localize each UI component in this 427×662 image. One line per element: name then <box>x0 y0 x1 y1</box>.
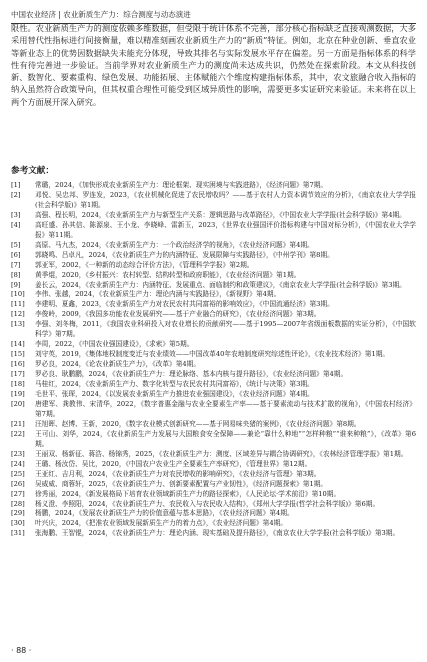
reference-item <box>11 430 416 450</box>
reference-number: [17] <box>11 370 25 379</box>
reference-text: 张海鹏、王智锟，2024，《农业新质生产力：理论内涵、现实基础及提升路径》，《南京农业大学学报(社会科学版)》第3期。 <box>35 529 400 538</box>
reference-number: [14] <box>11 340 25 349</box>
reference-item <box>11 181 416 191</box>
reference-item <box>11 500 416 510</box>
reference-item <box>11 360 416 370</box>
references-list <box>11 181 416 539</box>
reference-text: 高旺盛、孙其信、陈源泉、王小龙、李晓峰、雷新玉，2023，《世界农业强国评价指标构建与中国对标分析》，《中国农业大学学报》第11期。 <box>35 220 416 239</box>
reference-item <box>11 529 416 539</box>
reference-text: 毛世平、张琛，2024，《以发展农业新质生产力推进农业强国建设》，《农业经济问题》第4期。 <box>35 390 314 399</box>
reference-item <box>11 241 416 251</box>
reference-number: [22] <box>11 429 25 438</box>
reference-number: [7] <box>11 260 21 269</box>
reference-number: [27] <box>11 489 25 498</box>
page-number: · 88 · <box>11 646 32 655</box>
reference-text: 汪旭晖、赵博、王新，2020，《数字农业模式创新研究——基于网易味央猪的案例》，《农业经济问题》第8期。 <box>35 419 361 428</box>
reference-number: [5] <box>11 240 21 249</box>
reference-item <box>11 251 416 261</box>
reference-number: [10] <box>11 290 25 299</box>
reference-number: [15] <box>11 350 25 359</box>
reference-number: [19] <box>11 390 25 399</box>
reference-item <box>11 450 416 460</box>
reference-item <box>11 420 416 430</box>
reference-text: 杨义澄、李照阳，2024，《农业新质生产力、农民收入与农民收入结构》，《郑州大学学报(哲学社会科学版)》第6期。 <box>35 499 380 508</box>
reference-number: [4] <box>11 220 21 229</box>
reference-text: 黄季焜，2020，《乡村振兴：农村转型、结构转型和政府职能》，《农业经济问题》第1期。 <box>35 270 301 279</box>
reference-number: [8] <box>11 270 21 279</box>
references-heading: 参考文献： <box>11 166 54 176</box>
reference-text: 吴威威、商蓉轩，2025，《农业新质生产力、创新要素配置与产业韧性》，《经济问题探索》第1期。 <box>35 479 328 488</box>
reference-text: 唐建军、龚教伟、宋清华，2022，《数字普惠金融与农业全要素生产率——基于要素流动与技术扩散的视角》，《中国农村经济》第7期。 <box>35 399 416 418</box>
reference-text: 邓悦、吴忠邦、罗连发，2023，《农业机械化促进了农民增收吗？——基于农村人力资本调节效应的分析》，《南京农业大学学报(社会科学版)》第1期。 <box>35 190 416 209</box>
body-paragraph: 限性。农业新质生产力的测度依赖多维数据，但受限于统计体系不完善，部分核心指标缺乏直接观测数据，大多采用替代性指标进行间接衡量，难以精准刻画农业新质生产力的“新质”特征。例如，北京在种业创新、垂直农业等新业态上的优势因数据缺失未能充分体现，导致其排名与实际发展水平存在偏差。另一方面是指标体系的科学性有待完善进一步验证。当前学界对农业新质生产力的测度尚未达成共识，仍然处在探索阶段。本文从科技创新、数智化、要素重构、绿色发展、功能拓展、主体赋能六个维度构建指标体系，其中，农文旅融合收入指标的纳入虽然符合政策导向，但其权重合理性可能受到区域异质性的影响，需要更多实证研究来验证。未来将在以上两个方面展开深入研究。 <box>11 23 416 107</box>
reference-item <box>11 211 416 221</box>
reference-number: [28] <box>11 499 25 508</box>
reference-number: [11] <box>11 300 25 309</box>
reference-number: [23] <box>11 449 25 458</box>
reference-item <box>11 300 416 310</box>
reference-number: [1] <box>11 181 21 189</box>
reference-number: [6] <box>11 250 21 259</box>
reference-text: 马桂红，2024，《农业新质生产力、数字化转型与农民农村共同富裕》，《统计与决策》第3期。 <box>35 380 314 389</box>
reference-item <box>11 509 416 519</box>
reference-text: 王璐、杨汝岱、吴比，2020，《中国农户农业生产全要素生产率研究》，《管理世界》第12期。 <box>35 459 312 468</box>
reference-number: [21] <box>11 419 25 428</box>
reference-item <box>11 490 416 500</box>
reference-item <box>11 271 416 281</box>
reference-item <box>11 290 416 300</box>
reference-text: 王亚红、吉月利，2024，《农业新质生产力对农民增收的影响研究》，《农业经济与管理》第3期。 <box>35 469 321 478</box>
reference-item <box>11 221 416 241</box>
reference-number: [12] <box>11 310 25 319</box>
reference-item <box>11 519 416 529</box>
reference-number: [29] <box>11 509 25 518</box>
reference-number: [2] <box>11 190 21 199</box>
reference-item <box>11 370 416 380</box>
reference-text: 常璐，2024，《加快形成农业新质生产力：理论框架、现实困境与实践进路》，《经济问题》第7期。 <box>35 181 328 189</box>
reference-text: 李俊岭，2009，《我国多功能农业发展研究——基于产业融合的研究》，《农业经济问题》第3期。 <box>35 310 321 319</box>
reference-item <box>11 340 416 350</box>
reference-item <box>11 350 416 360</box>
reference-item <box>11 261 416 271</box>
reference-text: 叶兴庆，2024，《把准农业领域发展新质生产力的着力点》，《农业经济问题》第4期。 <box>35 519 287 528</box>
reference-text: 李建明、夏鑫，2023，《农业新质生产力对农民农村共同富裕的影响效应》，《中国流通经济》第3期。 <box>35 300 334 309</box>
reference-text: 刘守英，2019，《集体地权制度变迁与农业绩效——中国改革40年农地制度研究综述性评论》，《农业技术经济》第1期。 <box>35 350 390 359</box>
reference-text: 李伟、张越，2024，《农业新质生产力：理论内涵与实践路径》，《新视野》第4期。 <box>35 290 281 299</box>
reference-text: 罗必良，2024，《论农业新质生产力》，《改革》第4期。 <box>35 360 201 369</box>
reference-number: [13] <box>11 320 25 329</box>
reference-text: 郭亚军，2002，《一种新的动态综合评价方法》，《管理科学学报》第2期。 <box>35 260 254 269</box>
reference-text: 罗必良、耿鹏鹏，2024，《农业新质生产力：理论脉络、基本内核与提升路径》，《农业经济问题》第4期。 <box>35 370 348 379</box>
reference-number: [16] <box>11 360 25 369</box>
reference-number: [25] <box>11 469 25 478</box>
reference-text: 王丽双、杨新征、蒋浩、杨锦秀，2025，《农业新质生产力：测度、区域差异与耦合协调研究》，《农林经济管理学报》第1期。 <box>35 449 408 458</box>
reference-number: [9] <box>11 280 21 289</box>
running-head: 中国农业经济 | 农业新质生产力：综合测度与动态演进 <box>11 10 416 24</box>
reference-number: [18] <box>11 380 25 389</box>
reference-number: [30] <box>11 519 25 528</box>
reference-number: [31] <box>11 529 25 538</box>
reference-text: 郭晓鸣、吕卓凡，2024，《农业新质生产力的内涵特征、发展限障与实践路径》，《中州学刊》第8期。 <box>35 250 334 259</box>
reference-number: [26] <box>11 479 25 488</box>
reference-item <box>11 480 416 490</box>
reference-text: 李周，2022，《中国农业强国建设》，《求索》第5期。 <box>35 340 194 349</box>
reference-item <box>11 390 416 400</box>
reference-text: 高原、马九杰，2024，《农业新质生产力：一个政治经济学的视角》，《农业经济问题》第4期。 <box>35 240 314 249</box>
reference-item <box>11 400 416 420</box>
reference-item <box>11 191 416 211</box>
reference-item <box>11 281 416 291</box>
reference-text: 李强、刘冬梅，2011，《我国农业科研投入对农业增长的贡献研究——基于1995—2007年省级面板数据的实证分析》，《中国软科学》第7期。 <box>35 320 416 339</box>
reference-text: 徐秀丽，2024，《新发展格局下培育农业领域新质生产力的路径探索》，《人民论坛·学术前沿》第10期。 <box>35 489 341 498</box>
reference-item <box>11 460 416 470</box>
reference-number: [24] <box>11 459 25 468</box>
reference-text: 姜长云，2024，《农业新质生产力：内涵特征、发展重点、面临制约和政策建议》，《南京农业大学学报(社会科学版)》第3期。 <box>35 280 406 289</box>
reference-text: 杨鹏，2024，《发展农业新质生产力的价值意蕴与基本思路》，《农业经济问题》第4期。 <box>35 509 294 518</box>
reference-number: [20] <box>11 399 25 408</box>
reference-text: 王可山、刘华，2024，《农业新质生产力发展与大国粮食安全保障——兼论“靠什么种地”“怎样种粮”“谁来种粮”》，《改革》第6期。 <box>35 429 416 448</box>
reference-item <box>11 470 416 480</box>
reference-item <box>11 310 416 320</box>
reference-item <box>11 320 416 340</box>
reference-item <box>11 380 416 390</box>
reference-number: [3] <box>11 210 21 219</box>
reference-text: 高强、程长明，2024，《农业新质生产力与新型生产关系：逻辑思路与改革路径》，《中国农业大学学报(社会科学版)》第4期。 <box>35 210 406 219</box>
